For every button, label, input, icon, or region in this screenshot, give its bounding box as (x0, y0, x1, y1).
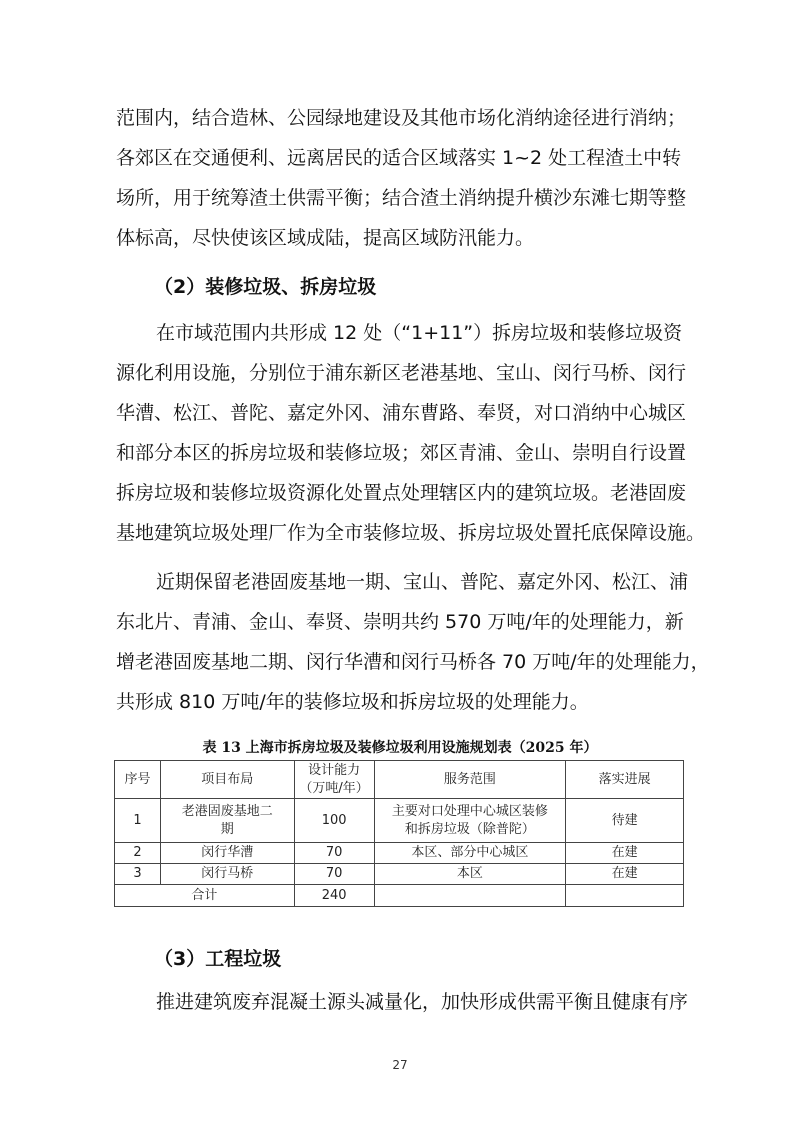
text-line: 源化利用设施，分别位于浦东新区老港基地、宝山、闵行马桥、闵行 (116, 362, 687, 384)
table-total-row (115, 885, 684, 907)
text-line: 华漕、松江、普陀、嘉定外冈、浦东曹路、奉贤，对口消纳中心城区 (116, 402, 687, 424)
header-capacity-line1: 设计能力 (308, 762, 361, 778)
cell-capacity: 70 (294, 843, 374, 864)
intro-paragraph (116, 98, 696, 258)
table-row (115, 799, 684, 843)
header-layout: 项目布局 (160, 761, 294, 799)
cell-progress: 待建 (566, 799, 684, 843)
text-line: 体标高，尽快使该区域成陆，提高区域防汛能力。 (116, 227, 535, 249)
facility-plan-table (114, 760, 684, 907)
text-line: 范围内，结合造林、公园绿地建设及其他市场化消纳途径进行消纳； (116, 107, 687, 129)
table-row (115, 864, 684, 885)
text-line: 拆房垃圾和装修垃圾资源化处置点处理辖区内的建筑垃圾。老港固废 (116, 482, 687, 504)
section-3-heading: （3）工程垃圾 (154, 948, 282, 970)
cell-total-label: 合计 (115, 885, 295, 907)
table-caption: 表 13 上海市拆房垃圾及装修垃圾利用设施规划表（2025 年） (202, 740, 598, 756)
text-line: 场所，用于统筹渣土供需平衡；结合渣土消纳提升横沙东滩七期等整 (116, 187, 687, 209)
text-line: 东北片、青浦、金山、奉贤、崇明共约 570 万吨/年的处理能力，新 (116, 611, 684, 633)
text-line: 和部分本区的拆房垃圾和装修垃圾；郊区青浦、金山、崇明自行设置 (116, 442, 687, 464)
cell-service-line1: 主要对口处理中心城区装修 (391, 803, 548, 819)
cell-no: 2 (115, 843, 161, 864)
cell-no: 1 (115, 799, 161, 843)
text-line: 各郊区在交通便利、远离居民的适合区域落实 1~2 处工程渣土中转 (116, 147, 682, 169)
cell-progress: 在建 (566, 864, 684, 885)
header-capacity-line2: （万吨/年） (299, 780, 369, 796)
cell-capacity: 70 (294, 864, 374, 885)
cell-service (374, 799, 566, 843)
header-service: 服务范围 (374, 761, 566, 799)
text-line: 在市域范围内共形成 12 处（“1+11”）拆房垃圾和装修垃圾资 (156, 322, 683, 344)
cell-service: 本区、部分中心城区 (374, 843, 566, 864)
cell-total-capacity: 240 (294, 885, 374, 907)
table-row (115, 843, 684, 864)
cell-layout: 闵行华漕 (160, 843, 294, 864)
section-2-paragraph-2 (116, 562, 710, 722)
section-2-heading: （2）装修垃圾、拆房垃圾 (154, 276, 377, 298)
cell-empty (374, 885, 566, 907)
text-line: 推进建筑废弃混凝土源头减量化，加快形成供需平衡且健康有序 (156, 991, 689, 1013)
cell-capacity: 100 (294, 799, 374, 843)
page-number: 27 (392, 1058, 408, 1072)
header-no: 序号 (115, 761, 161, 799)
cell-no: 3 (115, 864, 161, 885)
header-capacity (294, 761, 374, 799)
cell-service: 本区 (374, 864, 566, 885)
section-3-paragraph (116, 982, 696, 1022)
cell-layout: 闵行马桥 (160, 864, 294, 885)
table-header-row (115, 761, 684, 799)
cell-empty (566, 885, 684, 907)
text-line: 增老港固废基地二期、闵行华漕和闵行马桥各 70 万吨/年的处理能力， (116, 651, 710, 673)
text-line: 共形成 810 万吨/年的装修垃圾和拆房垃圾的处理能力。 (116, 691, 589, 713)
cell-layout-line1: 老港固废基地二 (181, 803, 273, 819)
header-progress: 落实进展 (566, 761, 684, 799)
cell-progress: 在建 (566, 843, 684, 864)
text-line: 基地建筑垃圾处理厂作为全市装修垃圾、拆房垃圾处置托底保障设施。 (116, 522, 706, 544)
cell-layout (160, 799, 294, 843)
section-2-paragraph-1 (116, 313, 706, 553)
cell-service-line2: 和拆房垃圾（除普陀） (404, 821, 535, 837)
text-line: 近期保留老港固废基地一期、宝山、普陀、嘉定外冈、松江、浦 (156, 571, 689, 593)
cell-layout-line2: 期 (220, 821, 234, 837)
